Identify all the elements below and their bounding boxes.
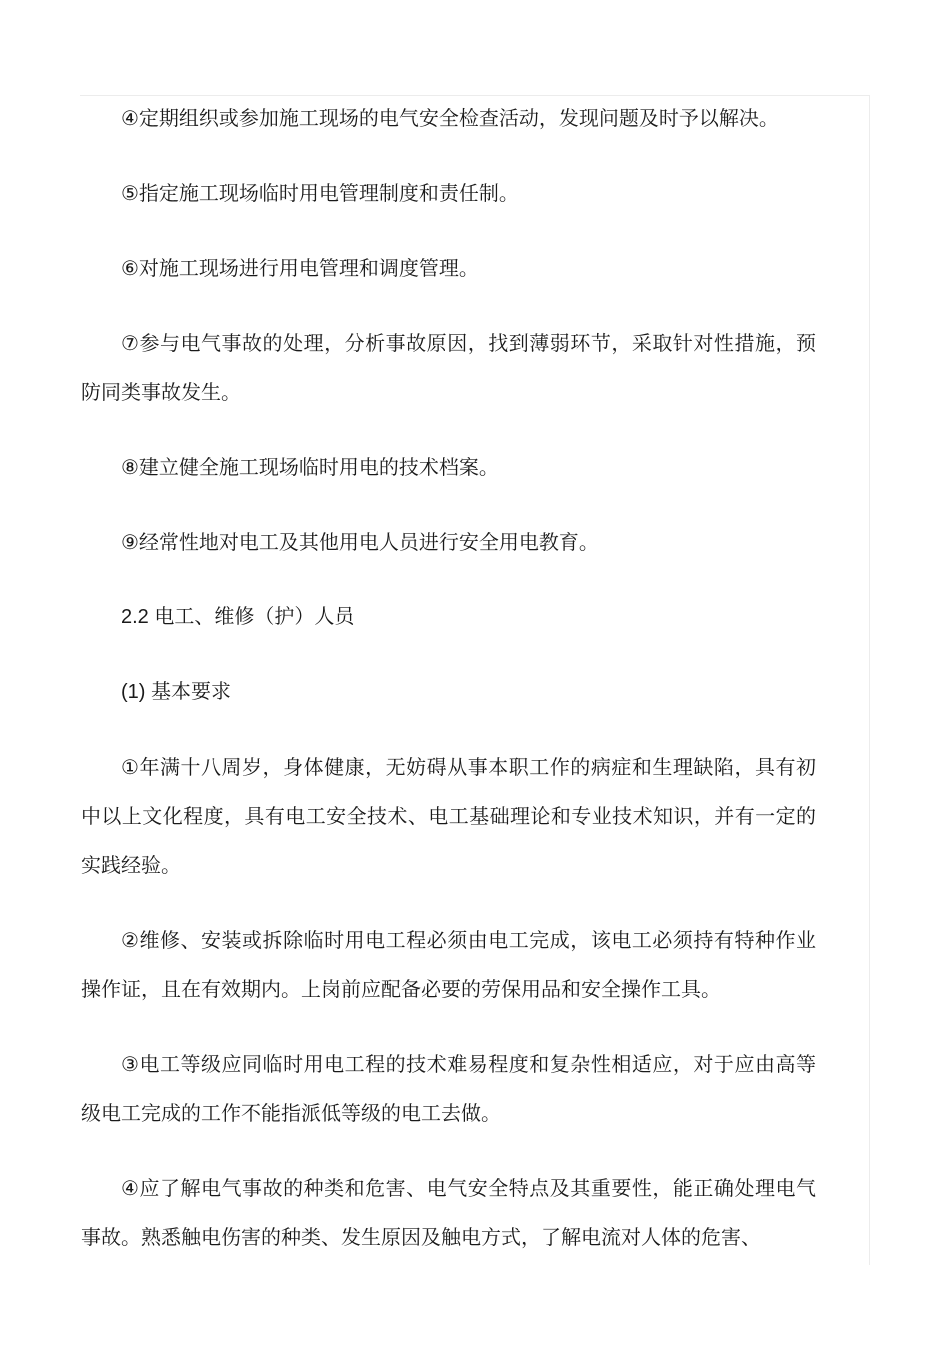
paragraph-requirement-3: ③电工等级应同临时用电工程的技术难易程度和复杂性相适应，对于应由高等级电工完成的工作不能指派低等级的电工去做。	[81, 1052, 816, 1125]
paragraph-item-4-inspection: ④定期组织或参加施工现场的电气安全检查活动，发现问题及时予以解决。	[121, 106, 779, 130]
paragraph-requirement-1: ①年满十八周岁，身体健康，无妨碍从事本职工作的病症和生理缺陷，具有初中以上文化程度，具有电工安全技术、电工基础理论和专业技术知识，并有一定的实践经验。	[81, 755, 816, 877]
paragraph-item-9-education: ⑨经常性地对电工及其他用电人员进行安全用电教育。	[121, 530, 599, 554]
paragraph-item-7-accident-handling: ⑦参与电气事故的处理，分析事故原因，找到薄弱环节，采取针对性措施，预防同类事故发生。	[81, 331, 816, 404]
paragraph-item-5-rules: ⑤指定施工现场临时用电管理制度和责任制。	[121, 181, 519, 205]
page-border-right	[869, 95, 870, 1265]
paragraph-requirement-2: ②维修、安装或拆除临时用电工程必须由电工完成，该电工必须持有特种作业操作证，且在有效期内。上岗前应配备必要的劳保用品和安全操作工具。	[81, 928, 816, 1001]
paragraph-requirement-4: ④应了解电气事故的种类和危害、电气安全特点及其重要性，能正确处理电气事故。熟悉触电伤害的种类、发生原因及触电方式，了解电流对人体的危害、	[81, 1176, 816, 1249]
document-body	[81, 94, 816, 1262]
paragraph-item-6-management: ⑥对施工现场进行用电管理和调度管理。	[121, 256, 479, 280]
subsection-heading-basic-requirements: (1) 基本要求	[121, 681, 231, 703]
paragraph-item-8-archives: ⑧建立健全施工现场临时用电的技术档案。	[121, 455, 499, 479]
section-heading-2-2: 2.2 电工、维修（护）人员	[121, 606, 355, 628]
